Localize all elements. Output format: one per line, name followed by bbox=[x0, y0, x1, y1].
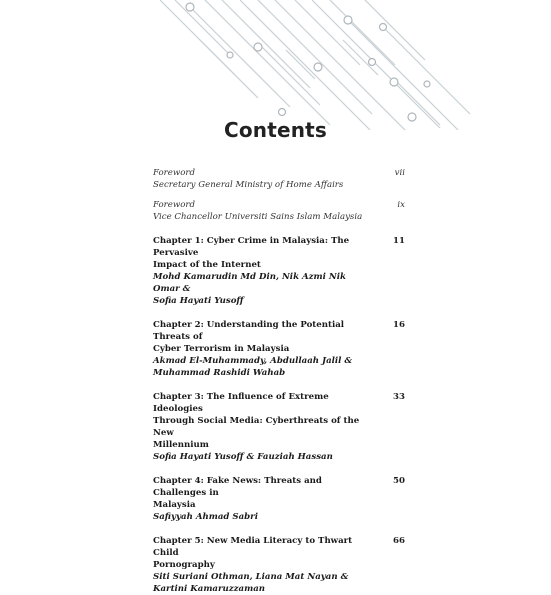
page-number: vii bbox=[394, 168, 405, 178]
circuit-lines-decoration bbox=[0, 0, 551, 130]
table-of-contents bbox=[153, 167, 405, 595]
page-number: ix bbox=[397, 200, 405, 210]
chapter-title: Chapter 2: Understanding the Potential Threats of bbox=[153, 320, 345, 342]
chapter-entry[interactable] bbox=[153, 475, 405, 523]
page-number: 16 bbox=[393, 320, 405, 330]
chapter-authors: Kartini Kamaruzzaman bbox=[153, 584, 266, 594]
chapter-title: Cyber Terrorism in Malaysia bbox=[153, 344, 290, 354]
chapter-title: Chapter 1: Cyber Crime in Malaysia: The Pervasive bbox=[153, 236, 350, 258]
page-title: Contents bbox=[223, 118, 328, 142]
page-number: 11 bbox=[393, 236, 405, 246]
chapter-authors: Safiyyah Ahmad Sabri bbox=[153, 512, 258, 522]
chapter-title: Impact of the Internet bbox=[153, 260, 261, 270]
chapter-title: Malaysia bbox=[153, 500, 196, 510]
chapter-entry[interactable] bbox=[153, 391, 405, 463]
foreword-entry[interactable] bbox=[153, 167, 405, 191]
page-number: 66 bbox=[393, 536, 405, 546]
chapter-authors: Sofia Hayati Yusoff bbox=[153, 296, 244, 306]
chapter-authors: Siti Suriani Othman, Liana Mat Nayan & bbox=[153, 572, 349, 582]
chapter-title: Chapter 3: The Influence of Extreme Ideologies bbox=[153, 392, 329, 414]
chapter-entry[interactable] bbox=[153, 319, 405, 379]
chapter-title: Millennium bbox=[153, 440, 209, 450]
chapter-authors: Akmad El-Muhammady, Abdullaah Jalil & bbox=[153, 356, 353, 366]
chapter-title: Through Social Media: Cyberthreats of the New bbox=[153, 416, 360, 438]
foreword-entry[interactable] bbox=[153, 199, 405, 223]
chapter-authors: Mohd Kamarudin Md Din, Nik Azmi Nik Omar & bbox=[153, 272, 346, 294]
chapter-authors: Sofia Hayati Yusoff & Fauziah Hassan bbox=[153, 452, 333, 462]
chapter-entry[interactable] bbox=[153, 235, 405, 307]
chapter-authors: Muhammad Rashidi Wahab bbox=[153, 368, 286, 378]
foreword-label: Foreword bbox=[153, 200, 195, 210]
foreword-label: Foreword bbox=[153, 168, 195, 178]
chapter-title: Chapter 4: Fake News: Threats and Challenges in bbox=[153, 476, 322, 498]
chapter-title: Pornography bbox=[153, 560, 215, 570]
foreword-author: Vice Chancellor Universiti Sains Islam Malaysia bbox=[153, 212, 363, 222]
foreword-author: Secretary General Ministry of Home Affairs bbox=[153, 180, 344, 190]
page-number: 33 bbox=[393, 392, 405, 402]
page-number: 50 bbox=[393, 476, 405, 486]
chapter-entry[interactable] bbox=[153, 535, 405, 595]
chapter-title: Chapter 5: New Media Literacy to Thwart Child bbox=[153, 536, 353, 558]
